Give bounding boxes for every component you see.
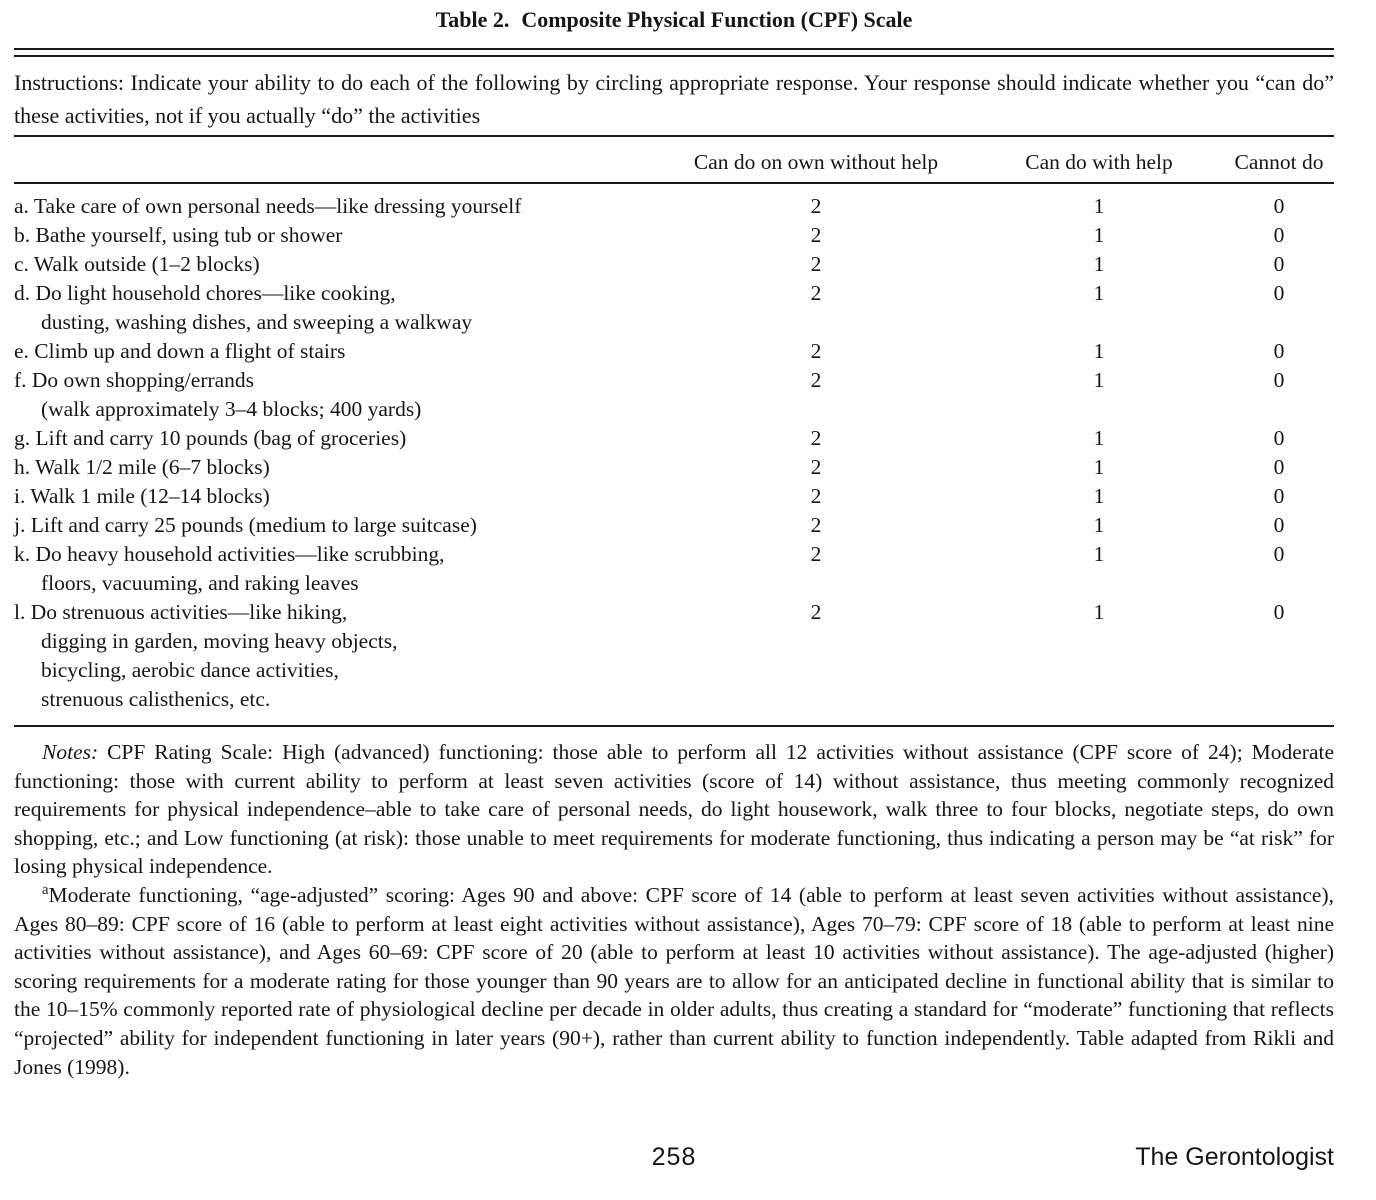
score-cannot-do: 0	[1273, 542, 1285, 566]
score-can-do-help: 1	[1093, 600, 1105, 624]
score-cannot-do: 0	[1273, 281, 1285, 305]
score-can-do-help: 1	[1093, 194, 1105, 218]
score-can-do-help: 1	[1093, 455, 1105, 479]
table-title-text: Composite Physical Function (CPF) Scale	[521, 7, 913, 32]
activity-label: f. Do own shopping/errands	[14, 368, 255, 392]
score-can-do-help: 1	[1093, 542, 1105, 566]
score-cannot-do: 0	[1273, 194, 1285, 218]
activity-label: l. Do strenuous activities—like hiking,	[14, 600, 348, 624]
score-can-do-help: 1	[1093, 281, 1105, 305]
activity-continuation: strenuous calisthenics, etc.	[41, 687, 271, 711]
score-cannot-do: 0	[1273, 600, 1285, 624]
score-can-do-own: 2	[810, 513, 822, 537]
footnote-paragraph	[14, 881, 1334, 1081]
score-can-do-own: 2	[810, 368, 822, 392]
score-can-do-own: 2	[810, 223, 822, 247]
score-can-do-own: 2	[810, 281, 822, 305]
table-row-c	[14, 250, 1334, 279]
table-row-l	[14, 598, 1334, 726]
score-cannot-do: 0	[1273, 455, 1285, 479]
score-can-do-own: 2	[810, 194, 822, 218]
table-row-k	[14, 540, 1334, 598]
score-cannot-do: 0	[1273, 368, 1285, 392]
activity-label: j. Lift and carry 25 pounds (medium to large suitcase)	[14, 513, 477, 537]
activity-continuation: floors, vacuuming, and raking leaves	[41, 571, 359, 595]
table-number: Table 2.	[435, 7, 510, 32]
notes-paragraph	[14, 738, 1334, 881]
top-double-rule	[14, 48, 1334, 57]
notes-section	[14, 738, 1334, 1081]
score-can-do-own: 2	[810, 600, 822, 624]
activity-label: c. Walk outside (1–2 blocks)	[14, 252, 260, 276]
table-header	[14, 137, 1334, 183]
journal-name: The Gerontologist	[1135, 1143, 1334, 1171]
activity-continuation: digging in garden, moving heavy objects,	[41, 629, 398, 653]
table-row-d	[14, 279, 1334, 337]
table-title	[14, 0, 1334, 33]
activity-label: i. Walk 1 mile (12–14 blocks)	[14, 484, 270, 508]
activity-label: h. Walk 1/2 mile (6–7 blocks)	[14, 455, 270, 479]
score-can-do-own: 2	[810, 484, 822, 508]
score-can-do-own: 2	[810, 252, 822, 276]
score-can-do-help: 1	[1093, 252, 1105, 276]
cpf-scale-table	[14, 137, 1334, 727]
table-row-f	[14, 366, 1334, 424]
activity-continuation: dusting, washing dishes, and sweeping a walkway	[41, 310, 473, 334]
table-row-a	[14, 183, 1334, 221]
score-cannot-do: 0	[1273, 484, 1285, 508]
score-can-do-own: 2	[810, 426, 822, 450]
table-body	[14, 183, 1334, 726]
score-can-do-own: 2	[810, 542, 822, 566]
column-header-activity-empty	[14, 137, 658, 183]
page-content	[14, 0, 1334, 1081]
activity-continuation: bicycling, aerobic dance activities,	[41, 658, 339, 682]
table-row-e	[14, 337, 1334, 366]
footnote-body: Moderate functioning, “age-adjusted” scoring: Ages 90 and above: CPF score of 14 (able to perform at least seven activities without assistance), Ages 80–89: CPF score of 16 (able to perform at least eight activities without assistance), Ages 70–79: CPF score of 18 (able to perform at least nine activities without assistance), and Ages 60–69: CPF score of 20 (able to perform at least 10 activities without assistance). The age-adjusted (higher) scoring requirements for a moderate rating for those younger than 90 years are to allow for an anticipated decline in functional ability that is similar to the 10–15% commonly reported rate of physiological decline per decade in older adults, thus creating a standard for “moderate” functioning that reflects “projected” ability for independent functioning in later years (90+), rather than current ability to function independently. Table adapted from Rikli and Jones (1998).	[14, 882, 1334, 1079]
activity-label: a. Take care of own personal needs—like dressing yourself	[14, 194, 522, 218]
score-can-do-help: 1	[1093, 513, 1105, 537]
score-cannot-do: 0	[1273, 339, 1285, 363]
column-header-can-do-help: Can do with help	[974, 137, 1224, 183]
table-row-b	[14, 221, 1334, 250]
activity-label: b. Bathe yourself, using tub or shower	[14, 223, 343, 247]
activity-label: e. Climb up and down a flight of stairs	[14, 339, 346, 363]
table-row-i	[14, 482, 1334, 511]
column-header-can-do-own: Can do on own without help	[658, 137, 974, 183]
header-row	[14, 137, 1334, 183]
notes-label: Notes:	[42, 740, 99, 764]
activity-continuation: (walk approximately 3–4 blocks; 400 yards)	[41, 397, 422, 421]
score-cannot-do: 0	[1273, 426, 1285, 450]
score-can-do-own: 2	[810, 455, 822, 479]
notes-body: CPF Rating Scale: High (advanced) functioning: those able to perform all 12 activities without assistance (CPF score of 24); Moderate functioning: those with current ability to perform at least seven activities (score of 14) without assistance, thus meeting commonly recognized requirements for physical independence–able to take care of personal needs, do light housework, walk three to four blocks, negotiate steps, do own shopping, etc.; and Low functioning (at risk): those unable to meet requirements for moderate functioning, thus indicating a person may be “at risk” for losing physical independence.	[14, 740, 1335, 879]
table-row-h	[14, 453, 1334, 482]
column-header-cannot-do: Cannot do	[1224, 137, 1334, 183]
score-cannot-do: 0	[1273, 223, 1285, 247]
score-can-do-help: 1	[1093, 368, 1105, 392]
table-row-g	[14, 424, 1334, 453]
activity-label: g. Lift and carry 10 pounds (bag of groceries)	[14, 426, 407, 450]
footnote-marker: a	[42, 881, 49, 898]
score-cannot-do: 0	[1273, 513, 1285, 537]
activity-label: k. Do heavy household activities—like scrubbing,	[14, 542, 445, 566]
instructions-text: Instructions: Indicate your ability to do each of the following by circling appropriate response. Your response should indicate whether you “can do” these activities, not if you actually “do” the activities	[14, 70, 1334, 128]
score-can-do-own: 2	[810, 339, 822, 363]
score-cannot-do: 0	[1273, 252, 1285, 276]
table-row-j	[14, 511, 1334, 540]
activity-label: d. Do light household chores—like cooking,	[14, 281, 396, 305]
page-footer	[14, 1143, 1334, 1177]
score-can-do-help: 1	[1093, 484, 1105, 508]
score-can-do-help: 1	[1093, 223, 1105, 247]
score-can-do-help: 1	[1093, 339, 1105, 363]
score-can-do-help: 1	[1093, 426, 1105, 450]
page-number: 258	[651, 1143, 697, 1171]
